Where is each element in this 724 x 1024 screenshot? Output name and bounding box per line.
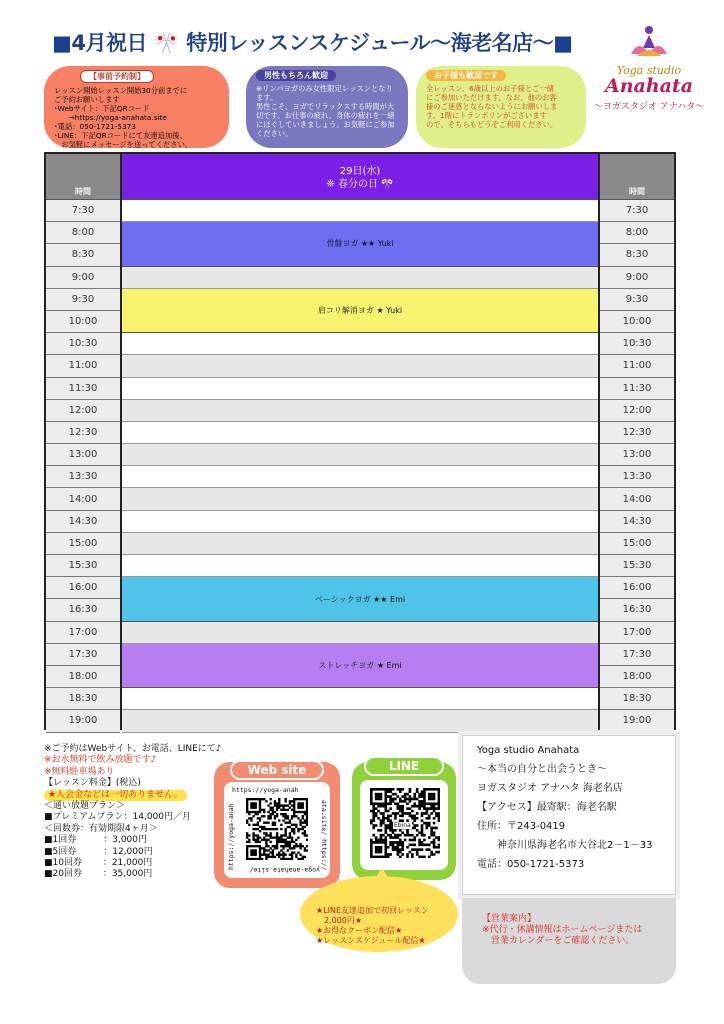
time-slot-label: 18:00 [600, 666, 674, 688]
time-header-left: 時間 [46, 154, 120, 200]
reservation-info-bubble [44, 66, 229, 148]
time-slot-label: 13:00 [600, 444, 674, 466]
page-title: ■4月祝日 🎌 特別レッスンスケジュール～海老名店～■ [52, 31, 573, 55]
time-slot-label: 10:30 [46, 333, 120, 355]
pricing-line: 【レッスン料金】(税込) [44, 778, 141, 789]
kids-tag: お子様も歓迎です [426, 70, 506, 81]
reservation-lines [54, 86, 219, 149]
schedule-table [44, 152, 676, 730]
schedule-row [122, 555, 598, 577]
coupon-lines [316, 906, 458, 946]
time-slot-label: 14:30 [600, 511, 674, 533]
business-lines [482, 925, 676, 947]
time-slot-label: 9:00 [46, 267, 120, 289]
text-line: 様のご迷惑とならないようにお願いしま [426, 102, 558, 111]
time-slot-label: 10:00 [600, 311, 674, 333]
kids-lines [426, 84, 576, 129]
line-coupon-bubble [300, 876, 458, 952]
holiday-label: ❊ 春分の日 🎌 [326, 179, 394, 190]
text-line: 切です。お仕事の疲れ、身体の疲れを一緒 [256, 111, 395, 120]
schedule-row [122, 688, 598, 710]
pricing-line: ※お水無料で飲み放題です♪ [44, 755, 157, 766]
time-slot-label: 11:00 [46, 355, 120, 377]
text-line: お気軽にメッセージを送ってください。 [54, 140, 193, 149]
time-slot-label: 13:30 [46, 466, 120, 488]
time-slot-label: 17:00 [46, 622, 120, 644]
pricing-line: ＜通い放題プラン＞ [44, 801, 126, 812]
time-slot-label: 19:00 [600, 710, 674, 732]
time-slot-label: 8:00 [600, 222, 674, 244]
text-line: ます。 [256, 93, 278, 102]
time-slot-label: 16:00 [600, 577, 674, 599]
time-header-right: 時間 [600, 154, 674, 200]
text-line: →https://yoga-anahata.site [54, 113, 167, 122]
time-slot-label: 8:00 [46, 222, 120, 244]
schedule-row [122, 422, 598, 444]
time-slot-label: 14:30 [46, 511, 120, 533]
time-slot-label: 12:30 [600, 422, 674, 444]
time-slot-label: 18:30 [600, 688, 674, 710]
schedule-row [122, 333, 598, 355]
text-line: ★レッスンスケジュール配信★ [316, 936, 426, 945]
schedule-row [122, 533, 598, 555]
website-heading: Web site [230, 760, 324, 780]
schedule-row [122, 444, 598, 466]
time-slot-label: 16:00 [46, 577, 120, 599]
text-line: ･LINE：下記QRコードにて友達追加後、 [54, 131, 187, 140]
time-slot-label: 13:30 [600, 466, 674, 488]
text-line: にご参加いただけます。なお、他のお客 [426, 93, 557, 102]
time-slot-label: 17:00 [600, 622, 674, 644]
time-slot-label: 10:30 [600, 333, 674, 355]
schedule-row [122, 267, 598, 289]
text-line: ※代行・休講情報はホームページまたは [482, 925, 643, 935]
time-slot-label: 9:30 [600, 289, 674, 311]
time-slot-label: 9:00 [600, 267, 674, 289]
text-line: ので、そちらもどうぞご利用ください。 [426, 120, 558, 129]
text-line: にほぐしていきましょう。お気軽にご参加 [256, 120, 395, 129]
day-column [122, 154, 598, 730]
time-slot-label: 15:00 [600, 533, 674, 555]
logo-line-1: Yoga studio [616, 64, 682, 77]
text-line: 営業カレンダーをご確認ください。 [482, 936, 635, 946]
text-line: ※リンパヨガのみ女性限定レッスンとなり [256, 84, 393, 93]
schedule-row [122, 466, 598, 488]
pricing-line: ■プレミアムプラン：14,000円／月 [44, 812, 192, 823]
web-url-left: https://yoga-anah [227, 803, 235, 870]
business-heading: 【営業案内】 [482, 914, 537, 924]
time-slot-label: 19:00 [46, 710, 120, 732]
text-line: ★お得なクーポン配信★ [316, 926, 403, 935]
schedule-row [122, 622, 598, 644]
men-tag: 男性もちろん歓迎 [256, 70, 336, 81]
business-info-card [462, 898, 676, 984]
text-line: 神奈川県海老名市大谷北2－1－33 [477, 840, 653, 851]
schedule-row [122, 200, 598, 222]
web-url-right: ata.site/ https:// [320, 800, 328, 871]
pricing-line: ■20回券 ：35,000円 [44, 869, 153, 880]
text-line: Yoga studio Anahata [477, 745, 580, 756]
time-slot-label: 17:30 [600, 644, 674, 666]
lesson-block[interactable]: 骨盤ヨガ ★★ Yuki [122, 222, 598, 266]
time-slot-label: 11:00 [600, 355, 674, 377]
pricing-line: ＜回数券：有効期限4ヶ月＞ [44, 823, 158, 834]
schedule-row [122, 710, 598, 732]
lesson-block[interactable]: 肩コリ解消ヨガ ★ Yuki [122, 289, 598, 333]
logo-line-3: ～ヨガスタジオ アナハタ～ [593, 102, 705, 112]
pricing-line: ■5回券 ：12,000円 [44, 846, 153, 857]
text-line: ★LINE友達追加で初回レッスン [316, 906, 429, 915]
text-line: 男性こそ、ヨガでリラックスする時間が大 [256, 102, 395, 111]
pricing-line: ※無料駐車場あり [44, 766, 115, 777]
schedule-row [122, 355, 598, 377]
time-slot-label: 12:00 [46, 400, 120, 422]
time-slot-label: 15:00 [46, 533, 120, 555]
pricing-notes [44, 744, 224, 881]
time-column-right [598, 154, 674, 730]
time-slot-label: 8:30 [46, 244, 120, 266]
time-slot-label: 11:30 [600, 378, 674, 400]
time-slot-label: 12:30 [46, 422, 120, 444]
text-line: 住所：〒243-0419 [477, 821, 566, 832]
text-line: 【アクセス】最寄駅：海老名駅 [477, 802, 617, 813]
time-slot-label: 9:30 [46, 289, 120, 311]
text-line: す。1階にトランポリンがございます [426, 111, 547, 120]
text-line: ヨガスタジオ アナハタ 海老名店 [477, 783, 623, 794]
text-line: ･Webサイト：下記QRコード [54, 104, 150, 113]
time-slot-label: 12:00 [600, 400, 674, 422]
time-slot-label: 15:30 [600, 555, 674, 577]
text-line: ～本当の自分と出会うとき～ [477, 764, 607, 775]
kids-welcome-bubble [416, 66, 586, 148]
schedule-row [122, 378, 598, 400]
text-line: 電話：050-1721-5373 [477, 859, 585, 870]
time-slot-label: 8:30 [600, 244, 674, 266]
time-slot-label: 13:00 [46, 444, 120, 466]
text-line: 2,000円★ [316, 916, 363, 925]
logo-line-2: Anahata [604, 75, 694, 97]
time-slot-label: 14:00 [600, 488, 674, 510]
pricing-line: ★入会金などは一切ありません。 [44, 790, 187, 801]
studio-logo [586, 24, 712, 136]
web-url-top: https://yoga-anah [232, 786, 299, 794]
studio-info-lines [477, 741, 675, 874]
web-url-bottom: yoga-anahata.site/ [249, 866, 320, 874]
day-label: 29日(水) [339, 166, 381, 177]
day-header [122, 154, 598, 200]
lotus-meditation-icon [627, 24, 671, 60]
lesson-block[interactable]: ベーシックヨガ ★★ Emi [122, 577, 598, 621]
text-line: ･電話：050-1721-5373 [54, 122, 136, 131]
pricing-line: ■10回券 ：21,000円 [44, 858, 153, 869]
pricing-line: ※ご予約はWebサイト、お電話、LINEにて♪ [44, 744, 222, 754]
text-line: ご予約お願いします [54, 95, 120, 104]
schedule-row [122, 488, 598, 510]
line-qr-card[interactable] [352, 759, 456, 880]
time-slot-label: 7:30 [600, 200, 674, 222]
time-slot-label: 17:30 [46, 644, 120, 666]
schedule-row [122, 400, 598, 422]
schedule-row [122, 511, 598, 533]
reservation-tag: 【事前予約制】 [80, 70, 154, 83]
time-slot-label: 16:30 [600, 599, 674, 621]
time-slot-label: 14:00 [46, 488, 120, 510]
lesson-block[interactable]: ストレッチヨガ ★ Emi [122, 644, 598, 688]
time-slot-label: 15:30 [46, 555, 120, 577]
studio-info-card [462, 735, 676, 895]
time-slot-label: 10:00 [46, 311, 120, 333]
men-lines [256, 84, 398, 138]
text-line: レッスン開始レッスン開始30分前までに [54, 86, 188, 95]
line-heading: LINE [364, 756, 444, 776]
website-qr-card[interactable] [214, 762, 340, 888]
text-line: 全レッスン、6歳以上のお子様とご一緒 [426, 84, 555, 93]
time-slot-label: 18:00 [46, 666, 120, 688]
time-slot-label: 7:30 [46, 200, 120, 222]
time-slot-label: 18:30 [46, 688, 120, 710]
time-column-left [46, 154, 122, 730]
text-line: ください。 [256, 129, 293, 138]
men-welcome-bubble [246, 66, 408, 148]
time-slot-label: 16:30 [46, 599, 120, 621]
line-qr-label: Ebina [394, 822, 411, 829]
website-qr-code[interactable] [246, 798, 308, 860]
pricing-line: ■1回券 ：3,000円 [44, 835, 147, 846]
time-slot-label: 11:30 [46, 378, 120, 400]
